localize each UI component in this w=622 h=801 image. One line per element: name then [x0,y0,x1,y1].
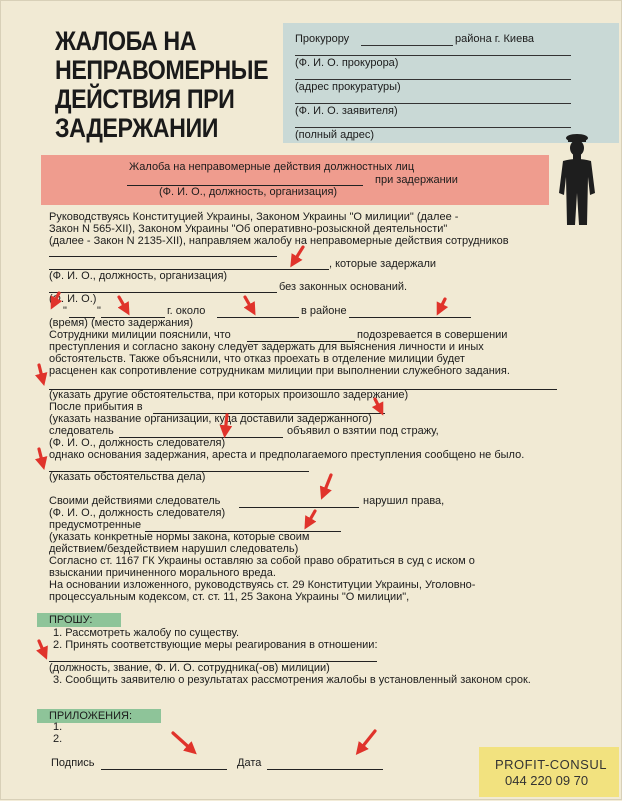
title-line: ЗАДЕРЖАНИИ [55,113,218,143]
body-text-line: Сотрудники милиции пояснили, что [49,329,231,341]
prosecutor-suffix: района г. Киева [455,33,535,45]
red-arrow-icon [439,299,445,311]
body-text-line: нарушил права, [363,495,445,507]
red-arrow-icon [323,475,331,495]
body-text-line: Своими действиями следователь [49,495,221,507]
red-arrow-icon [293,247,303,263]
fio-applicant-label: (Ф. И. О. заявителя) [295,105,398,117]
title-line: ДЕЙСТВИЯ ПРИ [55,84,235,114]
field-caption: (указать обстоятельства дела) [49,471,206,483]
body-text-line: следователь [49,425,114,437]
red-arrow-icon [53,293,59,305]
body-text-line: Согласно ст. 1167 ГК Украины оставляю за собой право обратиться в суд с иском о [49,555,475,567]
body-text-line: (далее - Закон N 2135-XII), направляем жалобу на неправомерные действия сотрудников [49,235,509,247]
body-text-line: предусмотренные [49,519,142,531]
red-arrow-icon [307,511,315,525]
red-arrow-icon [173,733,193,751]
body-text-line: расценен как сопротивление сотрудникам милиции при выполнении служебного задания. [49,365,510,377]
request-item: 3. Сообщить заявителю о результатах рассмотрения жалобы в установленный законом срок. [53,674,531,686]
field-caption: (указать название организации, куда доставили задержанного) [49,413,372,425]
fio-prosecutor-label: (Ф. И. О. прокурора) [295,57,399,69]
body-text-line: г. около [167,305,206,317]
header-line-2-suffix: при задержании [375,174,458,186]
attachment-item: 1. [53,721,63,733]
body-text-line: Руководствуясь Конституцией Украины, Законом Украины "О милиции" (далее - [49,211,459,223]
body-text-line: однако основания задержания, ареста и предполагаемого преступления сообщено не было. [49,449,525,461]
attachment-item: 2. [53,733,63,745]
request-item: 1. Рассмотреть жалобу по существу. [53,627,240,639]
body-text-line: подозревается в совершении [357,329,508,341]
red-arrow-icon [39,641,45,655]
red-arrow-icon [245,297,253,311]
title-line: НЕПРАВОМЕРНЫЕ [55,55,269,85]
header-line-3: (Ф. И. О., должность, организация) [159,186,338,198]
field-caption: (Ф. И. О., должность следователя) [49,437,226,449]
body-text-line: процессуальным кодексом, ст. ст. 11, 25 Закона Украины "О милиции", [49,591,410,603]
field-caption: (должность, звание, Ф. И. О. сотрудника(-ов) милиции) [49,662,330,674]
field-caption: (указать другие обстоятельства, при которых произошло задержание) [49,389,409,401]
full-address-label: (полный адрес) [295,129,375,141]
field-caption: (Ф. И. О., должность следователя) [49,507,226,519]
body-text-line: После прибытия в [49,401,143,413]
field-caption: (время) (место задержания) [49,317,194,329]
prosecutor-address-label: (адрес прокуратуры) [295,81,401,93]
arrow-annotations [1,1,622,801]
title-line: ЖАЛОБА НА [55,26,197,56]
attachments-label: ПРИЛОЖЕНИЯ: [37,709,161,723]
body-text-line: На основании изложенного, руководствуясь ст. 29 Конституции Украины, Уголовно- [49,579,476,591]
body-text-line: в районе [301,305,347,317]
field-caption: (Ф. И. О.) [49,293,97,305]
field-caption: (Ф. И. О., должность, организация) [49,270,228,282]
red-arrow-icon [359,731,375,751]
company-name: PROFIT-CONSUL [495,757,607,772]
body-text-line: преступления и согласно закону следует задержать для выяснения личности и иных [49,341,484,353]
body-text-line: , которые задержали [329,258,437,270]
header-line-1: Жалоба на неправомерные действия должностных лиц [129,161,415,173]
red-arrow-icon [39,449,43,465]
field-caption: действием/бездействием нарушил следователь) [49,543,299,555]
body-text-line: объявил о взятии под стражу, [287,425,439,437]
request-item: 2. Принять соответствующие меры реагирования в отношении: [53,639,378,651]
body-text-line: взыскании причиненного морального вреда. [49,567,276,579]
body-text-line: без законных оснований. [279,281,408,293]
date-quote-close: " [97,305,101,317]
prosecutor-prefix: Прокурору [295,33,350,45]
request-label: ПРОШУ: [37,613,121,627]
red-arrow-icon [225,415,227,433]
date-quote-open: " [63,305,67,317]
red-arrow-icon [119,297,127,311]
red-arrow-icon [375,399,381,411]
red-arrow-icon [39,365,43,381]
field-caption: (указать конкретные нормы закона, которые своим [49,531,310,543]
body-text-line: Закон N 565-XII), Законом Украины "Об оперативно-розыскной деятельности" [49,223,448,235]
date-label: Дата [237,757,262,769]
company-phone: 044 220 09 70 [505,773,589,788]
signature-label: Подпись [51,757,95,769]
body-text-line: обстоятельств. Также объяснили, что отказ проехать в отделение милиции будет [49,353,465,365]
